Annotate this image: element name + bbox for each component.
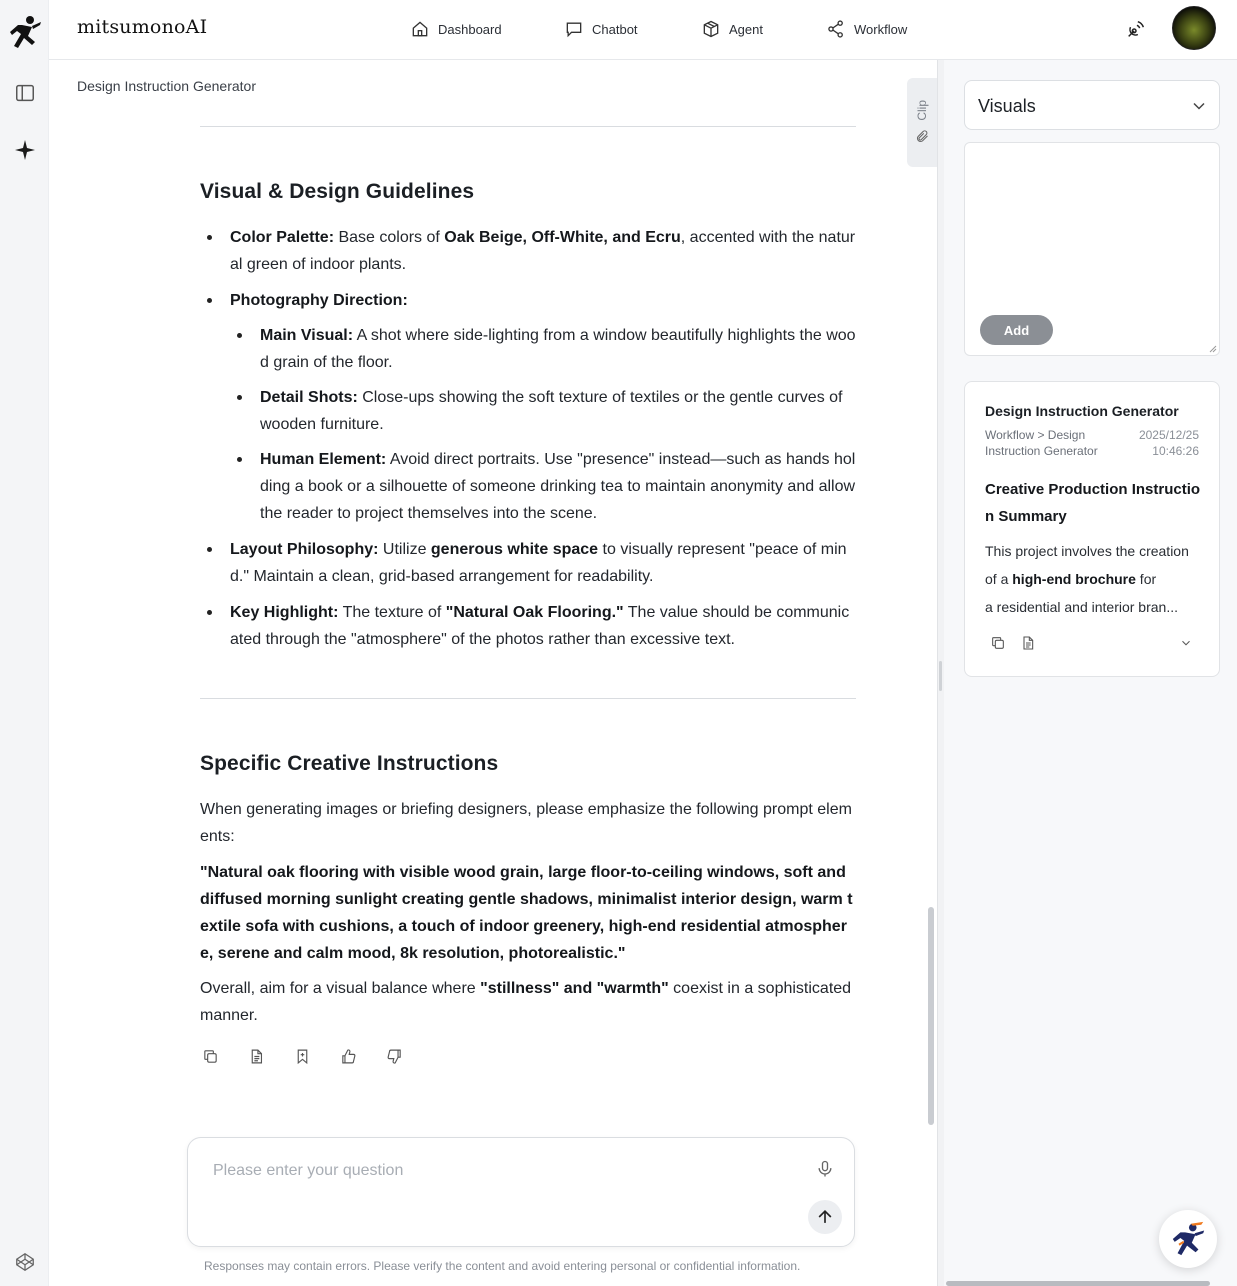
list-item: Color Palette: Base colors of Oak Beige, Off-White, and Ecru, accented with the natural green of indoor plants.: [200, 224, 856, 278]
section-heading-visual: Visual & Design Guidelines: [200, 180, 475, 203]
share-nodes-icon: [826, 19, 846, 39]
nav-chatbot-label: Chatbot: [592, 21, 638, 37]
chevron-down-icon: [1189, 96, 1209, 116]
breadcrumb: Design Instruction Generator: [77, 78, 256, 94]
sidebar-toggle-icon[interactable]: [12, 80, 38, 106]
sparkle-icon[interactable]: [12, 137, 38, 163]
nav-dashboard[interactable]: [410, 17, 502, 41]
assistant-runner-button[interactable]: [1159, 1210, 1217, 1268]
document-icon[interactable]: [246, 1046, 266, 1066]
divider: [200, 126, 856, 127]
card-path: Workflow > Design Instruction Generator: [985, 428, 1098, 458]
category-select[interactable]: [964, 80, 1220, 130]
history-card[interactable]: [964, 381, 1220, 677]
list-item: Key Highlight: The texture of "Natural Oak Flooring." The value should be communicated through the "atmosphere" of the photos rather than excessive text.: [200, 599, 856, 653]
resize-handle-icon[interactable]: [1209, 345, 1217, 353]
box-icon: [701, 19, 721, 39]
question-input-box[interactable]: [187, 1137, 855, 1247]
list-item: Main Visual: A shot where side-lighting from a window beautifully highlights the wood grain of the floor.: [230, 322, 856, 376]
list-item: Detail Shots: Close-ups showing the soft texture of textiles or the gentle curves of wooden furniture.: [230, 384, 856, 438]
document-icon[interactable]: [1019, 634, 1037, 652]
guidelines-list: [200, 224, 856, 653]
list-item: Human Element: Avoid direct portraits. Use "presence" instead—such as hands holding a book or a silhouette of someone drinking tea to maintain anonymity and allow the reader to project themselves into the scene.: [230, 446, 856, 527]
thumbs-down-icon[interactable]: [384, 1046, 404, 1066]
broadcast-icon[interactable]: [1123, 16, 1149, 42]
arrow-up-icon: [815, 1207, 835, 1227]
left-rail: [0, 0, 49, 1286]
divider: [200, 698, 856, 699]
chat-bubble-icon: [564, 19, 584, 39]
nav-workflow[interactable]: [826, 17, 907, 41]
nav-agent-label: Agent: [729, 21, 763, 37]
list-item: Layout Philosophy: Utilize generous white space to visually represent "peace of mind." Maintain a clean, grid-based arrangement for readability.: [200, 536, 856, 590]
nav-chatbot[interactable]: [564, 17, 638, 41]
home-icon: [410, 19, 430, 39]
creative-intro: When generating images or briefing designers, please emphasize the following prompt elements:: [200, 801, 852, 845]
codepen-cube-icon[interactable]: [12, 1249, 38, 1275]
user-avatar[interactable]: [1172, 6, 1216, 50]
card-subtitle: Creative Production Instruction Summary: [985, 481, 1201, 525]
brand-name: mitsumonoAI: [77, 16, 208, 38]
list-item: Photography Direction: Main Visual: A shot where side-lighting from a window beautifully highlights the wood grain of the floor. Detail Shots: Close-ups showing the soft texture of textiles or the gentle curves of wooden furniture. Human Element: Avoid direct portraits. Use "presence" instead—such as hands holding a book or a silhouette of someone drinking tea to maintain anonymity and allow the reader to project themselves into the scene.: [200, 287, 856, 527]
question-input[interactable]: Please enter your question: [213, 1162, 404, 1179]
content-scrollbar[interactable]: [928, 907, 934, 1125]
creative-closing: Overall, aim for a visual balance where "stillness" and "warmth" coexist in a sophisticated manner.: [200, 980, 852, 1024]
disclaimer-text: Responses may contain errors. Please verify the content and avoid entering personal or confidential information.: [204, 1259, 801, 1273]
select-value: Visuals: [978, 96, 1036, 116]
nav-dashboard-label: Dashboard: [438, 21, 502, 37]
message-content: [200, 126, 856, 1038]
clip-label: Clip: [915, 100, 929, 121]
bookmark-icon[interactable]: [292, 1046, 312, 1066]
notes-textarea[interactable]: [964, 142, 1220, 356]
copy-icon[interactable]: [989, 634, 1007, 652]
runner-mascot-icon: [1169, 1220, 1207, 1258]
add-button[interactable]: Add: [980, 315, 1053, 345]
card-title: Design Instruction Generator: [985, 403, 1179, 419]
top-bar: [49, 0, 1237, 60]
creative-prompt: "Natural oak flooring with visible wood grain, large floor-to-ceiling windows, soft and diffused morning sunlight creating gentle shadows, minimalist interior design, warm textile sofa with cushions, a touch of indoor greenery, high-end residential atmosphere, serene and calm mood, 8k resolution, photorealistic.": [200, 864, 853, 962]
copy-icon[interactable]: [200, 1046, 220, 1066]
section-heading-creative: Specific Creative Instructions: [200, 752, 499, 775]
card-excerpt: This project involves the creation of a high-end brochure for a residential and interior bran...: [985, 543, 1189, 615]
resize-grip[interactable]: [939, 661, 942, 691]
chevron-down-icon[interactable]: [1177, 634, 1195, 652]
message-actions: [200, 1046, 404, 1066]
thumbs-up-icon[interactable]: [338, 1046, 358, 1066]
nav-agent[interactable]: [701, 17, 763, 41]
microphone-icon[interactable]: [815, 1158, 835, 1180]
card-timestamp: 2025/12/25 10:46:26: [1138, 428, 1199, 458]
runner-logo-icon[interactable]: [8, 14, 42, 52]
send-button[interactable]: [808, 1200, 842, 1234]
photo-direction-sublist: [230, 322, 856, 527]
panel-horizontal-scrollbar[interactable]: [946, 1281, 1210, 1286]
nav-workflow-label: Workflow: [854, 21, 908, 37]
